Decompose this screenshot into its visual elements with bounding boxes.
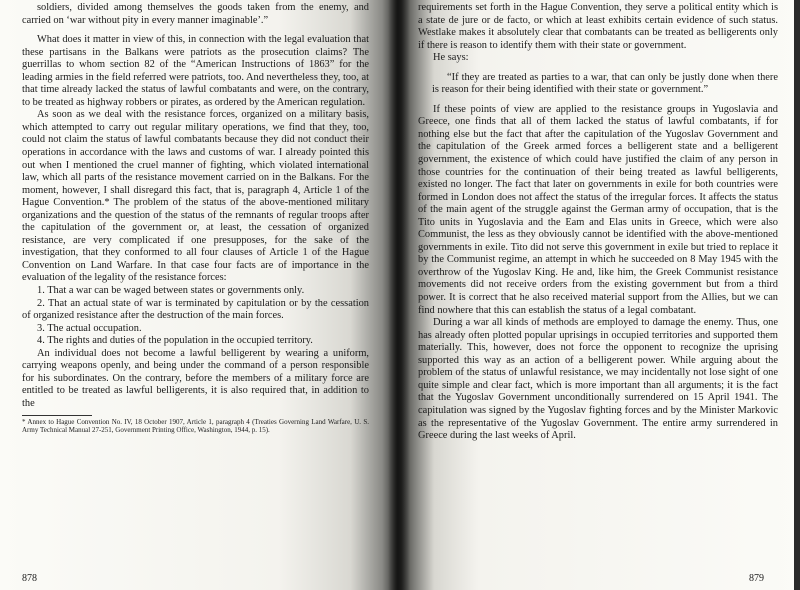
paragraph: requirements set forth in the Hague Convention, they serve a political entity which is a state de jure or de facto, or which at least exhibits certain evidence of such status. Westlake makes it absolutely clear that combatants can be treated as belligerents only if there is reason to identify them with their state or government. — [418, 2, 778, 51]
list-item: 4. The rights and duties of the population in the occupied territory. — [37, 335, 313, 347]
left-page — [0, 0, 398, 590]
paragraph: What does it matter in view of this, in connection with the legal evaluation that these partisans in the Balkans were patriots as the prosecution claims? The guerrillas to whom section 82 of the “American Instructions of 1863” for the leading armies in the field referred were patriots, too. And nevertheless they, too, at that time already lacked the status of lawful combatants and were, on the contrary, to be treated as highway robbers or pirates, as ordered by the American regulation. — [22, 34, 369, 108]
left-page-text — [22, 2, 369, 434]
list-item: 2. That an actual state of war is terminated by capitulation or by the cessation of organized resistance after the destruction of the main forces. — [22, 297, 369, 322]
block-quote: “If they are treated as parties to a war, that can only be justly done when there is reason for their being identified with their state or government.” — [432, 71, 778, 96]
paragraph: As soon as we deal with the resistance forces, organized on a military basis, which attempted to carry out regular military operations, we find that they, too, could not claim the status of lawful combatants because they did not conduct their operations in accordance with the laws and customs of war. I already pointed this out when I mentioned the cruel manner of fighting, which violated international law, which all parts of the resistance movement carried on in the Balkans. For the moment, however, I shall disregard this fact, that is, paragraph 4, Article 1 of the Hague Convention.* The problem of the status of the above-mentioned military organizations and the question of the status of the remnants of regular troops after the capitulation of the government or, at least, the cessation of organized resistance, are very complicated if one presupposes, for the sake of the investigation, that they conformed to all four clauses of Article 1 of the Hague Convention on Land Warfare. In that case four facts are of importance in the evaluation of the legality of the resistance forces: — [22, 109, 369, 284]
footnote: * Annex to Hague Convention No. IV, 18 October 1907, Article 1, paragraph 4 (Treaties Governing Land Warfare, U. S. Army Technical Manual 27-251, Government Printing Office, Washington, 1944, p. 15). — [22, 417, 369, 434]
paragraph: An individual does not become a lawful belligerent by wearing a uniform, carrying weapons openly, and being under the command of a person responsible for his subordinates. On the contrary, before the members of a military force are entitled to be treated as lawful belligerents, it is also required that, in addition to the — [22, 347, 369, 409]
page-number: 878 — [22, 573, 37, 584]
footnote-rule — [22, 415, 92, 416]
page-number: 879 — [749, 573, 764, 584]
paragraph: He says: — [433, 52, 469, 64]
right-page-text — [418, 2, 778, 443]
paragraph: During a war all kinds of methods are employed to damage the enemy. Thus, one has already often plotted popular uprisings in occupied territories and supported them materially. This, however, does not force the opponent to recognize the uprising supported this way as an action of a belligerent power. While arguing about the problem of the status of unlawful resistance, we may incidentally not lose sight of one quite simple and clear fact, which is more important than all arguments; it is the fact that the Yugoslav Government unconditionally surrendered on 15 April 1941. The capitulation was signed by the Yugoslav fighting forces and by the Minister Markovic as the representative of the Yugoslav Government. The entire army surrendered in Greece during the last weeks of April. — [418, 317, 778, 442]
paragraph: If these points of view are applied to the resistance groups in Yugoslavia and Greece, one finds that all of them lacked the status of lawful combatants, if for nothing else but the fact that after the capitulation of the Yugoslav Government and the capitulation of the Greek armed forces a belligerent state and a belligerent government, the existence of which could have justified the claim of any person in those countries for the continuation of their being treated as lawful belligerents, existed no longer. The fact that later on governments in exile for both countries were formed in London does not affect the status of the irregular forces. It affects the status of the main agent of the struggle against the German army of occupation, that is the Tito units in Yugoslavia and the Eam and Elas units in Greece, which were also Communist, the less as they obviously cannot be identified with the above-mentioned governments in exile. Tito did not serve this government in exile but tried to replace it by the Communist regime, an attempt in which he succeeded on 8 May 1945 with the overthrow of the Yugoslav King. He and, like him, the Greek Communist resistance movements did not receive orders from the existing government but from a third power. It is correct that he also received material support from the Allies, but we can find nowhere that this can establish the status of a legal combatant. — [418, 103, 778, 316]
list-item: 1. That a war can be waged between states or governments only. — [37, 285, 305, 297]
book-spine-shadow — [388, 0, 410, 590]
list-item: 3. The actual occupation. — [37, 322, 142, 334]
right-page — [398, 0, 800, 590]
scan-edge — [794, 0, 800, 590]
paragraph: soldiers, divided among themselves the goods taken from the enemy, and carried on ‘war without pity in every manner imaginable’.” — [22, 2, 369, 26]
